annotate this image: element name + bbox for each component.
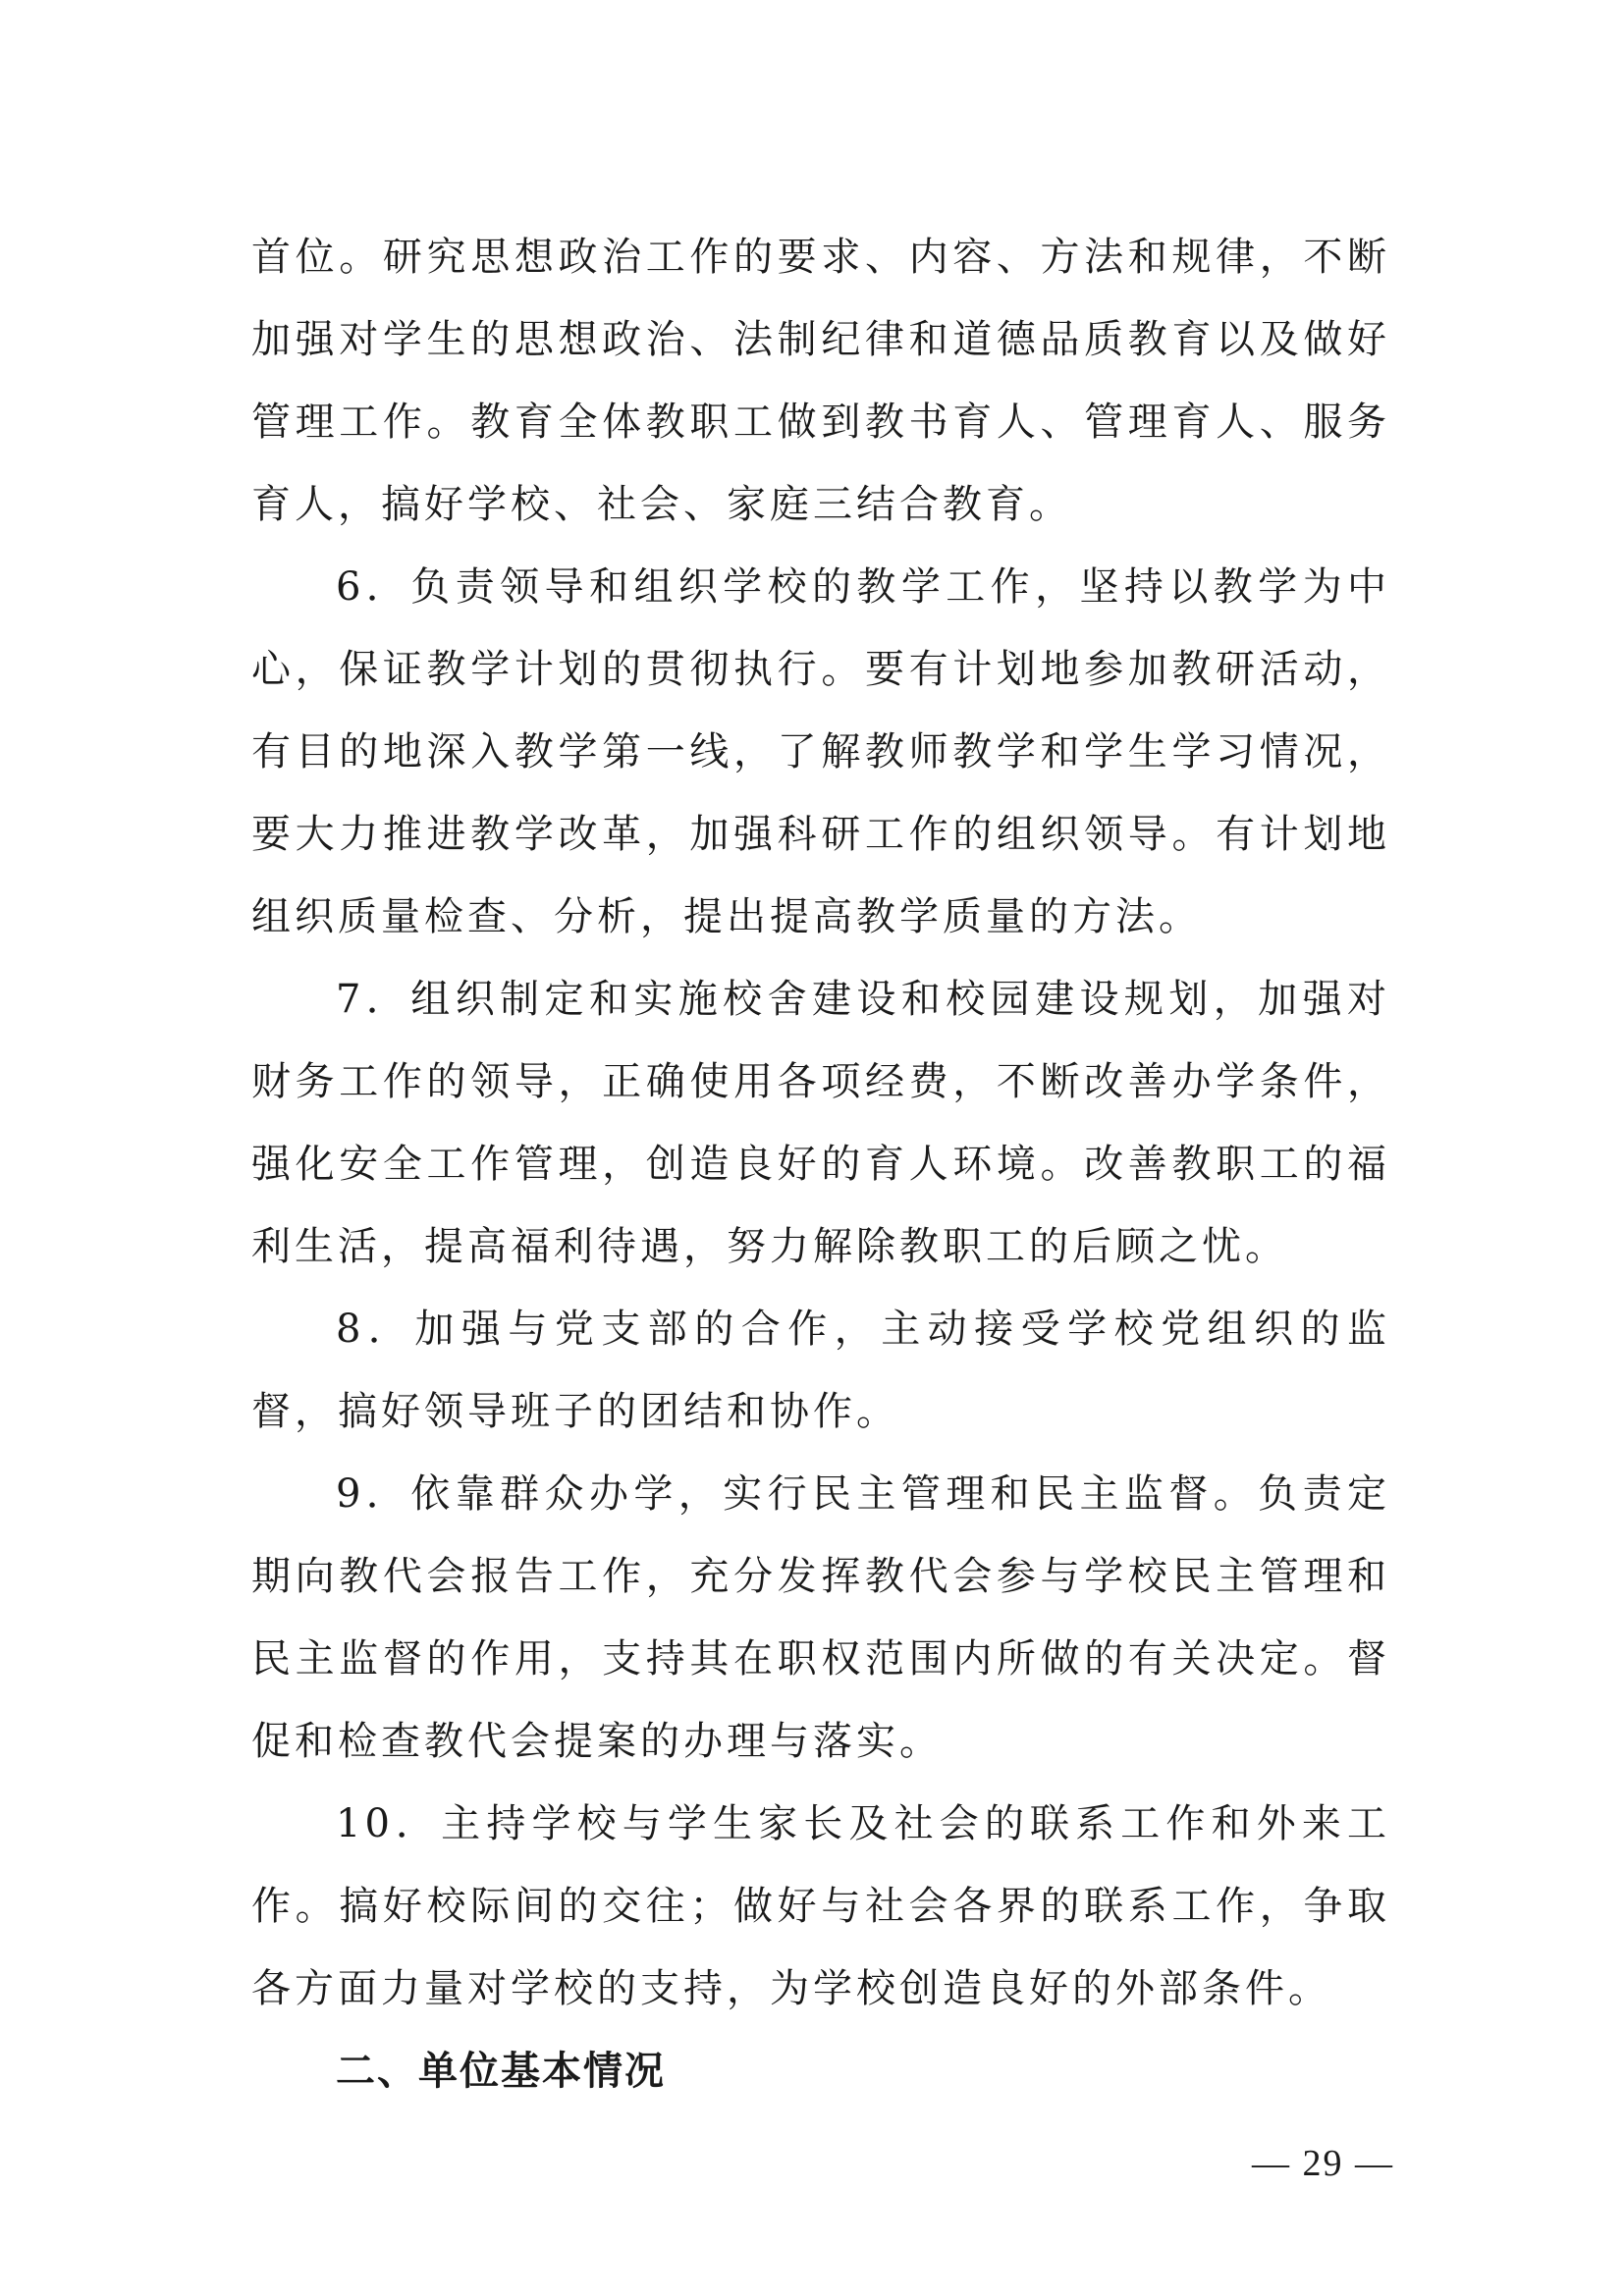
paragraph-item-6: 6．负责领导和组织学校的教学工作，坚持以教学为中心，保证教学计划的贯彻执行。要有计划地参加教研活动，有目的地深入教学第一线，了解教师教学和学生学习情况，要大力推进教学改革，加强科研工作的组织领导。有计划地组织质量检查、分析，提出提高教学质量的方法。: [251, 564, 1390, 939]
section-heading: 二、单位基本情况: [336, 2049, 666, 2094]
body-text: [251, 216, 1390, 2112]
paragraph-item-9: 9．依靠群众办学，实行民主管理和民主监督。负责定期向教代会报告工作，充分发挥教代会参与学校民主管理和民主监督的作用，支持其在职权范围内所做的有关决定。督促和检查教代会提案的办理与落实。: [251, 1471, 1390, 1764]
paragraph-item-7: 7．组织制定和实施校舍建设和校园建设规划，加强对财务工作的领导，正确使用各项经费，不断改善办学条件，强化安全工作管理，创造良好的育人环境。改善教职工的福利生活，提高福利待遇，努力解除教职工的后顾之忧。: [251, 977, 1390, 1269]
page-number: — 29 —: [1252, 2143, 1394, 2184]
paragraph-item-8: 8．加强与党支部的合作，主动接受学校党组织的监督，搞好领导班子的团结和协作。: [251, 1307, 1390, 1434]
paragraph-continuation: 首位。研究思想政治工作的要求、内容、方法和规律，不断加强对学生的思想政治、法制纪律和道德品质教育以及做好管理工作。教育全体教职工做到教书育人、管理育人、服务育人，搞好学校、社会、家庭三结合教育。: [251, 235, 1390, 527]
paragraph-item-10: 10．主持学校与学生家长及社会的联系工作和外来工作。搞好校际间的交往；做好与社会各界的联系工作，争取各方面力量对学校的支持，为学校创造良好的外部条件。: [251, 1801, 1390, 2011]
